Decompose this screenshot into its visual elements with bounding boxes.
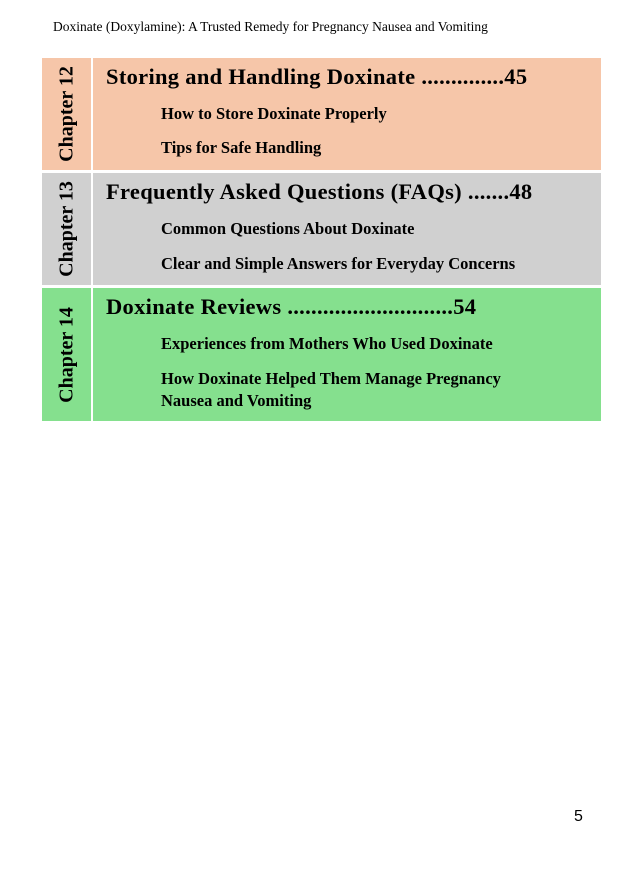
chapter-14-subsection-continued[interactable]: Nausea and Vomiting (161, 391, 312, 410)
chapter-12-entry[interactable] (42, 58, 601, 170)
chapter-13-entry[interactable] (42, 173, 601, 285)
chapter-14-entry[interactable] (42, 288, 601, 421)
chapter-13-body (93, 173, 601, 285)
chapter-14-body (93, 288, 601, 421)
chapter-12-body (93, 58, 601, 170)
chapter-12-subsection[interactable]: How to Store Doxinate Properly (161, 104, 387, 123)
chapter-14-subsection[interactable]: Experiences from Mothers Who Used Doxinate (161, 334, 493, 353)
page-number: 5 (574, 808, 583, 825)
chapter-14-label: Chapter 14 (55, 306, 77, 403)
chapter-13-label: Chapter 13 (55, 181, 77, 277)
chapter-14-subsection[interactable]: How Doxinate Helped Them Manage Pregnancy (161, 369, 501, 388)
chapter-12-title[interactable]: Storing and Handling Doxinate ..............45 (106, 64, 528, 89)
chapter-14-title[interactable]: Doxinate Reviews ............................54 (106, 294, 477, 319)
chapter-13-title[interactable]: Frequently Asked Questions (FAQs) .......48 (106, 179, 533, 204)
running-header: Doxinate (Doxylamine): A Trusted Remedy for Pregnancy Nausea and Vomiting (53, 19, 488, 34)
chapter-14-tab (42, 288, 93, 421)
chapter-13-tab (42, 173, 93, 285)
chapter-12-subsection[interactable]: Tips for Safe Handling (161, 138, 322, 157)
chapter-13-subsection[interactable]: Clear and Simple Answers for Everyday Concerns (161, 254, 516, 273)
chapter-13-subsection[interactable]: Common Questions About Doxinate (161, 219, 415, 238)
chapter-12-label: Chapter 12 (55, 66, 77, 162)
chapter-12-tab (42, 58, 93, 170)
